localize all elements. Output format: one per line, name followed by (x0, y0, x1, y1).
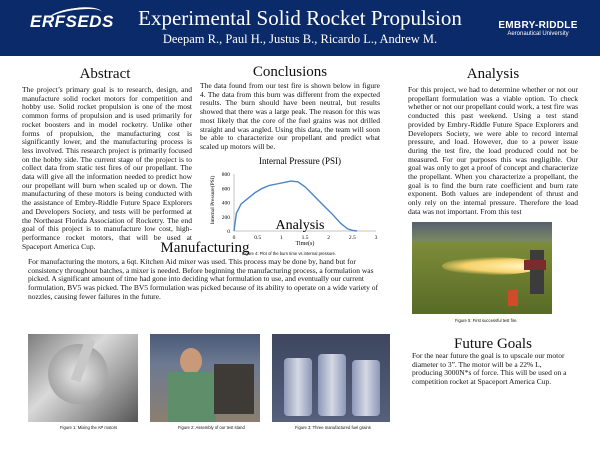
x-tick-label: 2 (327, 235, 331, 241)
x-tick-label: 1 (279, 235, 283, 241)
x-axis-label: Time(s) (295, 241, 315, 247)
motor-casing (524, 260, 546, 270)
poster-title: Experimental Solid Rocket Propulsion (138, 6, 462, 30)
fuel-grain-1 (284, 358, 312, 416)
pressure-chart (200, 150, 380, 250)
poster-authors: Deepam R., Paul H., Justus B., Ricardo L., Andrew M. (162, 32, 438, 46)
test-stand-assembly-photo (150, 334, 260, 422)
embry-riddle-logo-subtitle: Aeronautical University (507, 31, 569, 37)
chart-overlay-label: Analysis (275, 218, 325, 233)
future-goals-text: For the near future the goal is to upscale our motor diameter to 3”. The motor will be a 22% L, producing 3000N*s of force. This will be used on a competition rocket at Spaceport America Cup. (412, 351, 567, 387)
y-tick-label: 800 (221, 172, 230, 178)
future-goals-heading: Future Goals (454, 336, 532, 352)
y-axis-label: Internal Pressure(PSI) (210, 175, 216, 225)
conclusions-text: The data found from our test fire is shown below in figure 4. The data from this burn was different from the expected results. The burn should have been neutral, but results showed that there was a large peak. The reason for this was most likely that the core of the fuel grains was not drilled straight and was angled. Using this data, the team will soon be able to characterize our propellant and predict what scaled up motors will be. (200, 81, 380, 151)
y-tick-label: 200 (221, 214, 230, 221)
x-tick-label: 0.5 (254, 235, 262, 241)
test-fire-photo (412, 222, 552, 314)
chart-title: Internal Pressure (PSI) (259, 156, 341, 166)
x-tick-label: 2.5 (348, 235, 356, 241)
fuel-grain-3 (352, 360, 380, 416)
person-shirt (168, 372, 216, 422)
y-tick-label: 0 (227, 229, 230, 235)
test-stand (530, 250, 544, 294)
sky-band (412, 222, 552, 242)
figure2-caption: Figure 2: Assembly of our test stand (178, 425, 245, 430)
person-head (180, 348, 202, 374)
test-stand-frame (214, 364, 254, 414)
abstract-heading: Abstract (79, 66, 131, 82)
embry-riddle-logo (488, 20, 588, 37)
manufacturing-heading: Manufacturing (160, 240, 250, 256)
fire-extinguisher (508, 290, 518, 306)
x-tick-label: 1.5 (301, 235, 309, 241)
header-banner (0, 0, 600, 56)
abstract-text: The project’s primary goal is to research, design, and manufacture solid rocket motors for competition and hobby use. Solid rocket propulsion is one of the most common forms of propulsion and is used primarily for rocket boosters and in model rocketry. Unlike other forms of propulsion, the manufacturing cost is significantly lower, and the manufacturing process is less involved. This research project is primarily focused on the hobby side. The current stage of the project is to collect data from static test fires of our propellant. The data will give all the information needed to predict how our propellant will burn when scaled up or down. The manufacturing of these motors is being conducted with the assistance of Embry-Riddle Future Space Explorers and Developers Society, and tests will be performed at the Northeast Florida Association of Rocketry. The end goal of this project is to manufacture low cost, high-performance rocket motors, that will be used at Spaceport America Cup. (22, 85, 192, 251)
manufacturing-text: For manufacturing the motors, a 6qt. Kitchen Aid mixer was used. This process may be done by, hand but for consistency throughout batches, a mixer is needed. Before beginning the manufacturing process, a formulation was picked. A significant amount of time had gone into deciding what formulation to use, and eventually our current formulation, BV5 was picked. The BV5 formulation was picked because of its ability to operate on a wide variety of nozzles, causing fewer failures in the future. (28, 257, 378, 301)
erfseds-logo-text: ERFSEDS (30, 12, 114, 31)
mixing-photo (28, 334, 138, 422)
figure4-caption: Figure 4: Plot of the burn time vs internal pressure. (242, 251, 337, 256)
analysis-heading: Analysis (466, 66, 520, 82)
y-tick-label: 400 (221, 200, 230, 207)
x-tick-label: 3 (374, 235, 378, 241)
figure5-caption: Figure 5: First successful test fire. (455, 318, 518, 323)
fuel-grains-photo (272, 334, 390, 422)
y-tick-label: 600 (221, 186, 230, 193)
figure3-caption: Figure 3: Three manufactured fuel grains (295, 425, 371, 430)
x-tick-label: 0 (232, 235, 236, 241)
analysis-text: For this project, we had to determine whether or not our propellant formulation was a viable option. To check whether or not our propellant could work, a test fire was conducted this past weekend. Using a test stand provided by Embry-Riddle Future Space Explorers and Developers Society, we were able to record internal pressure, and load. However, due to a power issue during the test fire, the load produced could not be measured. For our purposes this was negligible. Our goal was only to get a proof of concept and characterize the propellant. When you characterize a propellant, the goal is to find the burn rate coefficient and burn rate exponent. Both values are independent of thrust and only rely on the internal pressure. Therefore the load data was not important. From this test (408, 85, 578, 216)
conclusions-heading: Conclusions (252, 64, 328, 80)
embry-riddle-logo-name: EMBRY-RIDDLE (498, 20, 578, 31)
fuel-grain-2 (318, 354, 346, 416)
figure1-caption: Figure 1: Mixing the AP motors (60, 425, 118, 430)
